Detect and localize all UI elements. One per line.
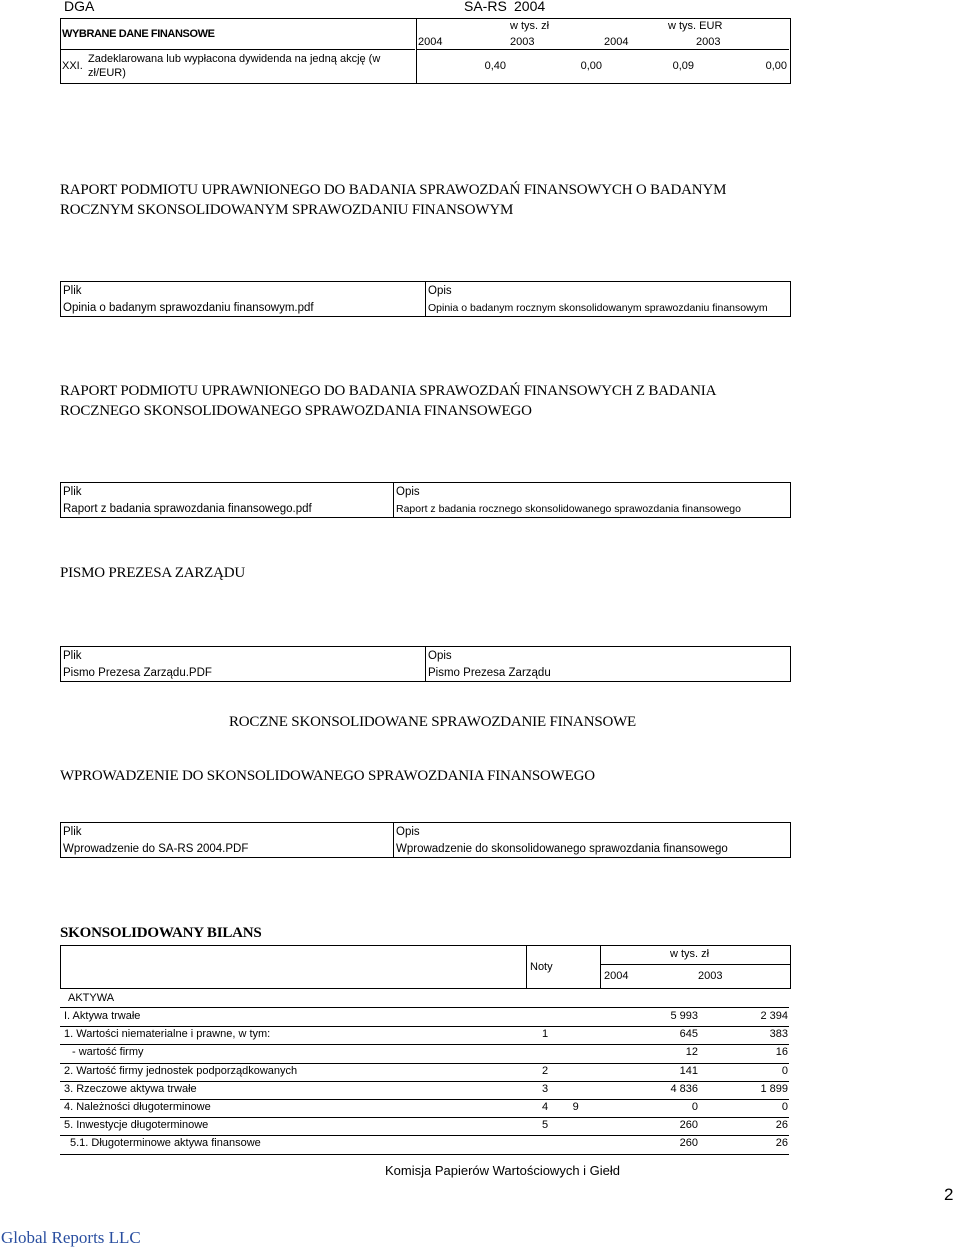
desc-label: Opis	[394, 823, 791, 841]
balance-row-value-2004: 4 836	[670, 1082, 698, 1095]
file-label: Plik	[61, 282, 426, 300]
desc-label: Opis	[426, 647, 791, 665]
balance-sheet-table	[60, 945, 791, 1155]
year-pln-2003: 2003	[510, 36, 535, 48]
balance-row-value-2003: 16	[775, 1046, 788, 1059]
balance-row-label: 3. Rzeczowe aktywa trwałe	[64, 1082, 197, 1095]
file-description: Wprowadzenie do skonsolidowanego sprawozdania finansowego	[394, 840, 791, 858]
row-number: XXI.	[62, 60, 83, 72]
currency-pln: w tys. zł	[510, 20, 550, 32]
balance-row-value-2003: 0	[781, 1064, 788, 1077]
balance-row-value-2004: 260	[679, 1119, 698, 1132]
section-introduction-title: WPROWADZENIE DO SKONSOLIDOWANEGO SPRAWOZDANIA FINANSOWEGO	[60, 768, 595, 784]
ceo-letter-files	[60, 646, 791, 682]
header-year: 2004	[514, 0, 546, 14]
value-pln-2004: 0,40	[484, 60, 506, 72]
selected-data-title: WYBRANE DANE FINANSOWE	[62, 28, 215, 40]
balance-row-note: 2	[542, 1064, 549, 1077]
balance-row-value-2003: 26	[775, 1119, 788, 1132]
balance-row	[60, 1063, 789, 1082]
balance-row-label: 2. Wartość firmy jednostek podporządkowanych	[64, 1064, 298, 1077]
header-company: DGA	[64, 0, 95, 14]
balance-row-label: I. Aktywa trwałe	[64, 1010, 141, 1022]
file-label: Plik	[61, 823, 394, 841]
balance-row-value-2004: 141	[679, 1064, 698, 1077]
year-eur-2003: 2003	[696, 36, 721, 48]
row-label-line2: zł/EUR)	[88, 67, 126, 79]
file-link[interactable]: Wprowadzenie do SA-RS 2004.PDF	[61, 840, 394, 858]
balance-row	[60, 1081, 789, 1100]
balance-row-value-2003: 2 394	[760, 1010, 788, 1022]
balance-row-value-2004: 0	[691, 1101, 698, 1113]
file-link[interactable]: Raport z badania sprawozdania finansowego.pdf	[61, 500, 394, 518]
selected-data-table	[60, 18, 791, 84]
balance-row	[60, 1099, 789, 1118]
year-pln-2004: 2004	[418, 36, 443, 48]
audit-report-files	[60, 482, 791, 518]
balance-row-note: 1	[542, 1028, 549, 1041]
balance-row-note: 5	[542, 1119, 549, 1132]
balance-row-value-2003: 1 899	[760, 1082, 788, 1095]
balance-row-value-2004: 260	[679, 1137, 698, 1150]
desc-label: Opis	[426, 282, 791, 300]
balance-row	[60, 1117, 789, 1136]
balance-row	[60, 1044, 789, 1063]
introduction-files	[60, 822, 791, 858]
balance-sheet-title: SKONSOLIDOWANY BILANS	[60, 925, 262, 941]
brand-logo: Global Reports LLC	[1, 1228, 141, 1247]
balance-row-value-2004: 5 993	[670, 1010, 698, 1022]
value-pln-2003: 0,00	[580, 60, 602, 72]
balance-row-label: 4. Należności długoterminowe	[64, 1101, 211, 1113]
footer-commission: Komisja Papierów Wartościowych i Giełd	[384, 1163, 621, 1178]
balance-row-label: 5.1. Długoterminowe aktywa finansowe	[70, 1137, 261, 1150]
file-description: Raport z badania rocznego skonsolidowanego sprawozdania finansowego	[394, 500, 791, 518]
balance-row-label: 1. Wartości niematerialne i prawne, w tym:	[64, 1028, 271, 1041]
desc-label: Opis	[394, 483, 791, 501]
file-description: Opinia o badanym rocznym skonsolidowanym sprawozdaniu finansowym	[426, 299, 791, 317]
file-link[interactable]: Opinia o badanym sprawozdaniu finansowym.pdf	[61, 299, 426, 317]
page-number: 2	[944, 1185, 954, 1204]
balance-row	[60, 1008, 789, 1027]
balance-row-value-2003: 383	[769, 1028, 788, 1041]
file-label: Plik	[61, 483, 394, 501]
year-2004-header: 2004	[604, 970, 629, 982]
section-audit-report-title: RAPORT PODMIOTU UPRAWNIONEGO DO BADANIA SPRAWOZDAŃ FINANSOWYCH Z BADANIA ROCZNEGO SKONSOLIDOWANEGO SPRAWOZDANIA FINANSOWEGO	[60, 383, 717, 419]
balance-row-label: - wartość firmy	[72, 1046, 144, 1059]
balance-row-value-2003: 0	[781, 1101, 788, 1113]
section-auditor-opinion-title: RAPORT PODMIOTU UPRAWNIONEGO DO BADANIA SPRAWOZDAŃ FINANSOWYCH O BADANYM ROCZNYM SKONSOLIDOWANYM SPRAWOZDANIU FINANSOWYM	[60, 182, 727, 218]
balance-row	[60, 1026, 789, 1045]
balance-row-label: 5. Inwestycje długoterminowe	[64, 1119, 209, 1132]
file-link[interactable]: Pismo Prezesa Zarządu.PDF	[61, 664, 426, 682]
balance-row-note: 4 9	[542, 1101, 579, 1113]
file-description: Pismo Prezesa Zarządu	[426, 664, 791, 682]
section-ceo-letter-title: PISMO PREZESA ZARZĄDU	[60, 565, 245, 581]
notes-header: Noty	[530, 961, 553, 973]
main-title: ROCZNE SKONSOLIDOWANE SPRAWOZDANIE FINANSOWE	[228, 714, 637, 730]
assets-label: AKTYWA	[68, 992, 115, 1004]
value-eur-2003: 0,00	[765, 60, 787, 72]
year-2003-header: 2003	[698, 970, 723, 982]
file-label: Plik	[61, 647, 426, 665]
currency-eur: w tys. EUR	[668, 20, 723, 32]
year-eur-2004: 2004	[604, 36, 629, 48]
currency-header: w tys. zł	[670, 948, 710, 960]
balance-row-value-2003: 26	[775, 1137, 788, 1150]
balance-row	[60, 1135, 789, 1154]
balance-row-value-2004: 645	[679, 1028, 698, 1041]
balance-row-note: 3	[542, 1082, 549, 1095]
auditor-opinion-files	[60, 281, 791, 317]
header-form: SA-RS	[464, 0, 507, 14]
balance-row-value-2004: 12	[685, 1046, 698, 1059]
value-eur-2004: 0,09	[672, 60, 694, 72]
row-label-line1: Zadeklarowana lub wypłacona dywidenda na jedną akcję (w	[88, 53, 381, 65]
